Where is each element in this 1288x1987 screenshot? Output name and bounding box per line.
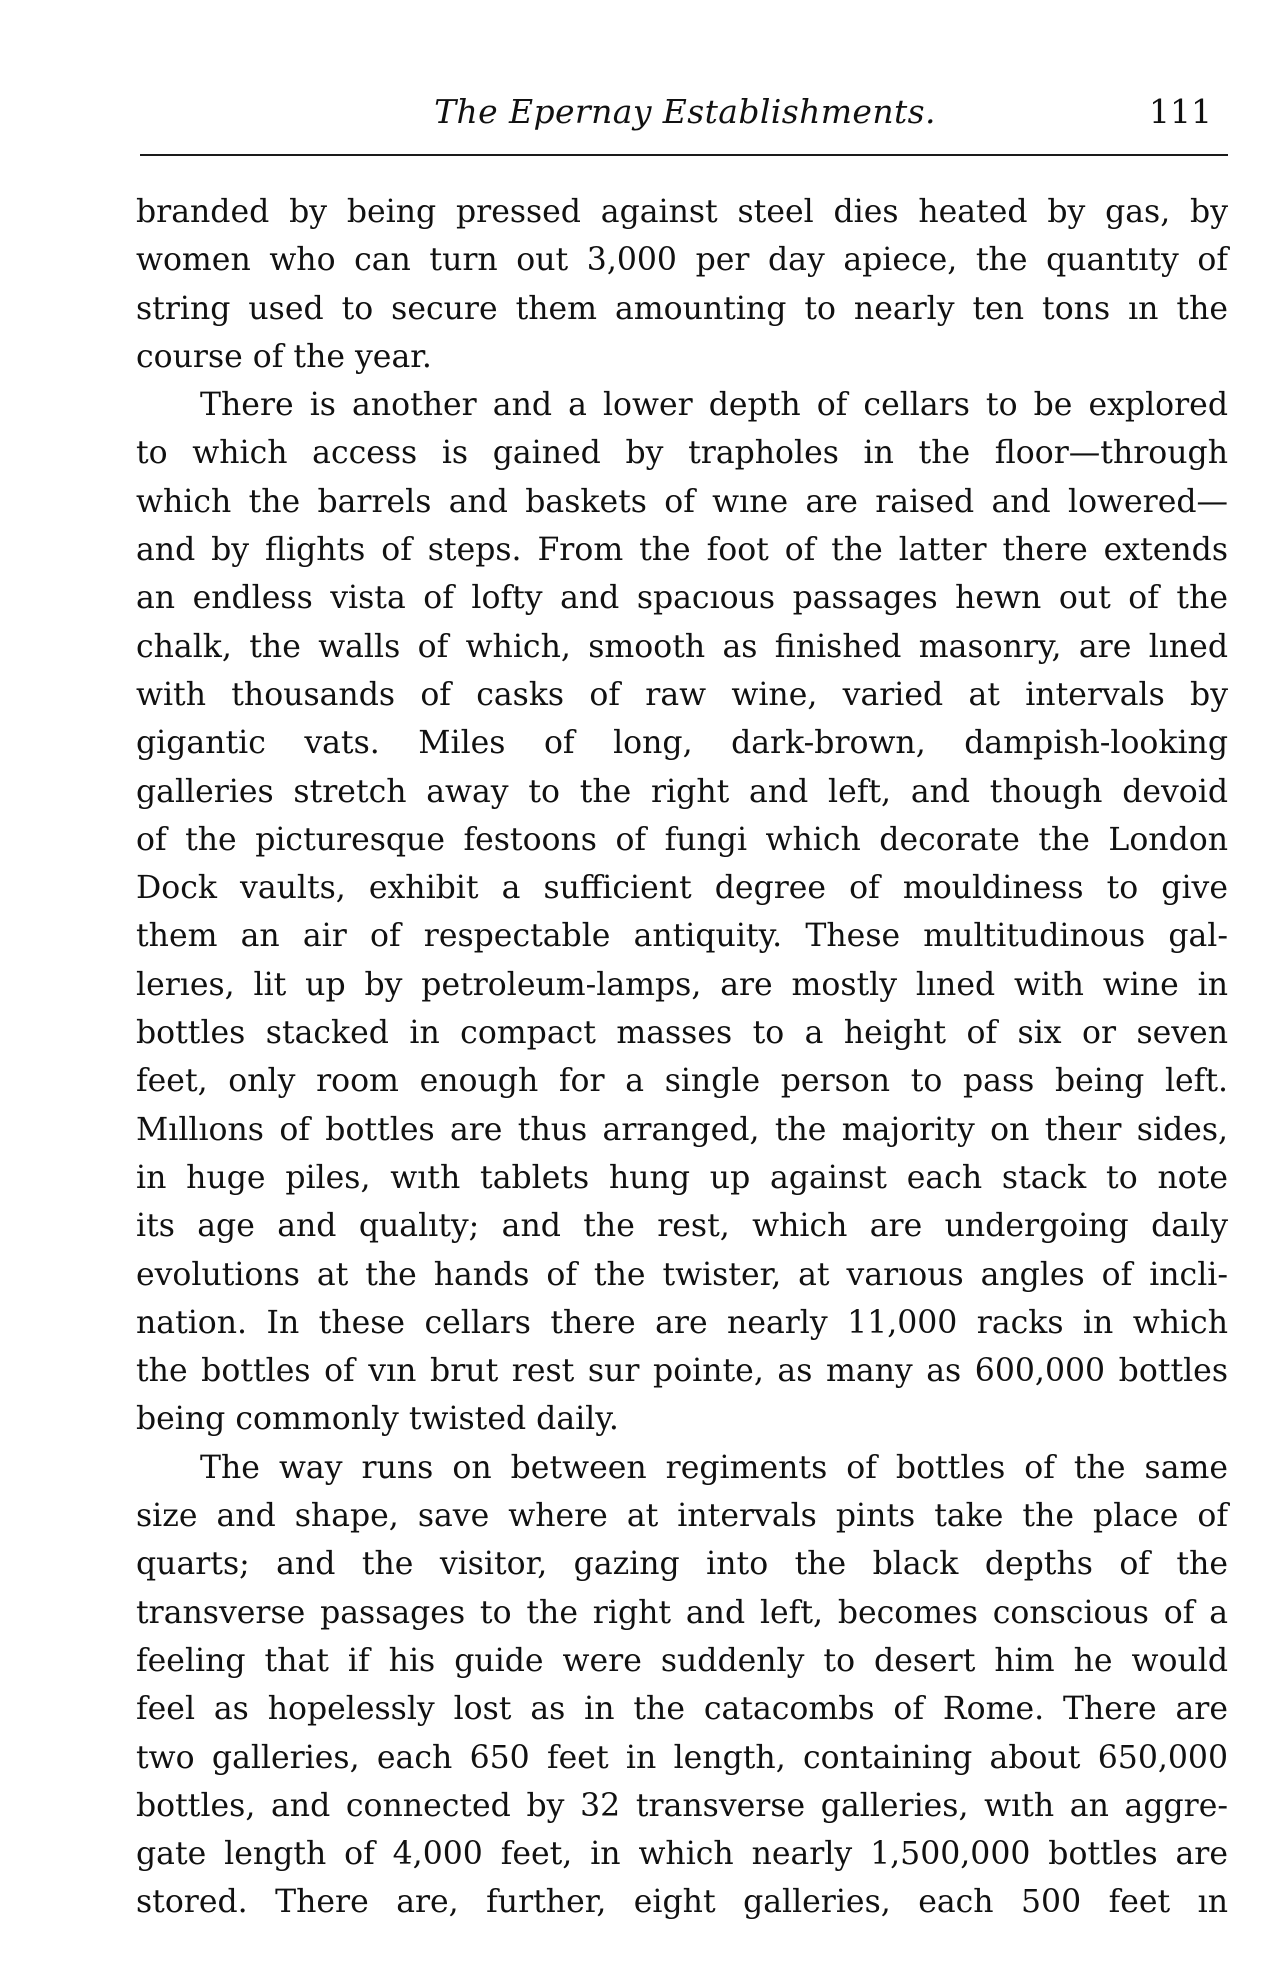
body-text	[136, 188, 1228, 1927]
text-line: bottles stacked in compact masses to a height of six or seven	[136, 1015, 1228, 1052]
text-line: galleries stretch away to the right and left, and though devoid	[136, 773, 1228, 810]
text-line: being commonly twisted daily.	[136, 1401, 619, 1438]
text-line: quarts; and the visitor, gazing into the black depths of the	[136, 1546, 1228, 1583]
text-line: which the barrels and baskets of wıne are raised and lowered—	[136, 483, 1228, 520]
text-line: course of the year.	[136, 338, 432, 375]
text-line: bottles, and connected by 32 transverse galleries, wıth an aggre-	[136, 1787, 1228, 1824]
text-line: string used to secure them amounting to nearly ten tons ın the	[136, 290, 1228, 327]
text-line: two galleries, each 650 feet in length, containing about 650,000	[136, 1739, 1228, 1776]
text-line: Dock vaults, exhibit a sufficient degree of mouldiness to give	[136, 870, 1228, 907]
text-line: feel as hopelessly lost as in the catacombs of Rome. There are	[136, 1691, 1228, 1728]
text-line: to which access is gained by trapholes in the floor—through	[136, 435, 1228, 472]
text-line: gigantic vats. Miles of long, dark-brown, dampish-looking	[136, 725, 1228, 762]
text-line: chalk, the walls of which, smooth as finished masonry, are lıned	[136, 628, 1228, 665]
running-title: The Epernay Establishments.	[434, 92, 936, 131]
text-line: branded by being pressed against steel dies heated by gas, by	[136, 194, 1228, 230]
text-line: feeling that if his guide were suddenly to desert him he would	[136, 1642, 1228, 1679]
text-line: women who can turn out 3,000 per day apiece, the quantıty of	[136, 242, 1228, 279]
running-head	[140, 86, 1230, 138]
text-line: Mıllıons of bottles are thus arranged, the majority on theır sides,	[136, 1111, 1228, 1148]
text-line: evolutions at the hands of the twister, at varıous angles of incli-	[136, 1256, 1228, 1293]
text-line: them an air of respectable antiquity. These multitudinous gal-	[136, 918, 1228, 955]
text-line: an endless vista of lofty and spacıous passages hewn out of the	[136, 580, 1228, 617]
text-line: The way runs on between regiments of bottles of the same	[200, 1449, 1228, 1486]
text-line: gate length of 4,000 feet, in which nearly 1,500,000 bottles are	[136, 1836, 1228, 1873]
text-line: the bottles of vın brut rest sur pointe, as many as 600,000 bottles	[136, 1353, 1228, 1390]
text-line: feet, only room enough for a single person to pass being left.	[136, 1063, 1228, 1100]
text-line: There is another and a lower depth of cellars to be explored	[200, 387, 1228, 424]
text-line: and by flights of steps. From the foot of the latter there extends	[136, 532, 1228, 569]
text-line: nation. In these cellars there are nearly 11,000 racks in which	[136, 1304, 1228, 1341]
header-rule	[140, 154, 1228, 156]
text-line: with thousands of casks of raw wine, varied at intervals by	[136, 676, 1228, 713]
text-line: in huge piles, wıth tablets hung up against each stack to note	[136, 1159, 1228, 1196]
text-line: transverse passages to the right and left, becomes conscious of a	[136, 1594, 1228, 1631]
text-line: lerıes, lit up by petroleum-lamps, are mostly lıned with wine in	[136, 966, 1228, 1003]
page-number: 111	[1149, 92, 1212, 131]
text-line: its age and qualıty; and the rest, which are undergoing daıly	[136, 1208, 1228, 1245]
text-line: stored. There are, further, eight galleries, each 500 feet ın	[136, 1884, 1228, 1921]
text-line: size and shape, save where at intervals pints take the place of	[136, 1498, 1228, 1535]
text-line: of the picturesque festoons of fungi which decorate the London	[136, 821, 1228, 858]
